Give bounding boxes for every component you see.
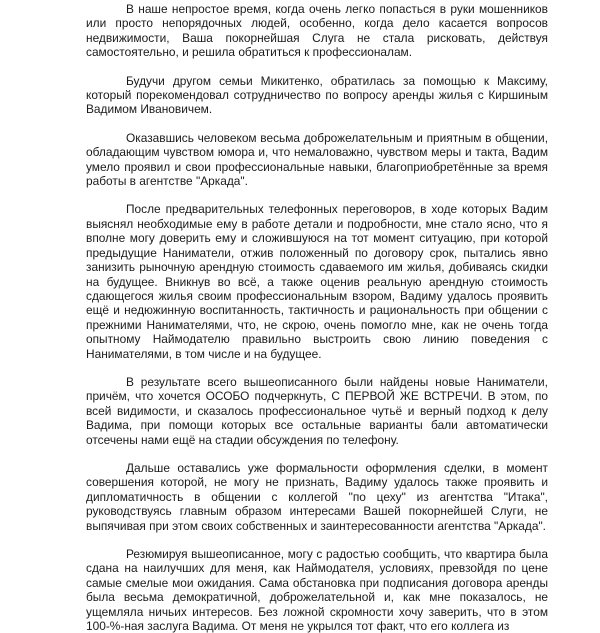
paragraph-1: В наше непростое время, когда очень легко попасться в руки мошенников или просто непорядочных людей, особенно, когда дело касается вопросов недвижимости, Ваша покорнейшая Слуга не стала рисковать, действуя самостоятельно, и решила обратиться к профессионалам. bbox=[86, 2, 548, 60]
paragraph-2: Будучи другом семьи Микитенко, обратилась за помощью к Максиму, который порекомендовал сотрудничество по вопросу аренды жилья с Киршиным Вадимом Ивановичем. bbox=[86, 73, 548, 117]
paragraph-5: В результате всего вышеописанного были найдены новые Наниматели, причём, что хочется ОСОБО подчеркнуть, С ПЕРВОЙ ЖЕ ВСТРЕЧИ. В этом, по всей видимости, и сказалось профессиональное чутьё и верный подход к делу Вадима, при помощи которых все остальные варианты бали автоматически отсечены нами ещё на стадии обсуждения по телефону. bbox=[86, 374, 548, 447]
paragraph-3: Оказавшись человеком весьма доброжелательным и приятным в общении, обладающим чувством юмора и, что немаловажно, чувством меры и такта, Вадим умело проявил и свои профессиональные навыки, благоприобретённые за время работы в агентстве "Аркада". bbox=[86, 130, 548, 189]
paragraph-7: Резюмируя вышеописанное, могу с радостью сообщить, что квартира была сдана на наилучших для меня, как Наймодателя, условиях, превзойдя по цене самые смелые мои ожидания. Сама обстановка при подписания договора аренды была весьма демократичной, доброжелательной и, как мне показалось, не ущемляла ничьих интересов. Без ложной скромности хочу заверить, что в этом 100-%-ная заслуга Вадима. От меня не укрылся тот факт, что его коллега из bbox=[86, 547, 548, 633]
paragraph-6: Дальше оставались уже формальности оформления сделки, в момент совершения которой, не могу не признать, Вадиму удалось также проявить и дипломатичность в общении с коллегой "по цеху" из агентства "Итака", руководствуясь главным образом интересами Вашей покорнейшей Слуги, не выпячивая при этом своих собственных и заинтересованности агентства "Аркада". bbox=[86, 460, 548, 533]
paragraph-4: После предварительных телефонных переговоров, в ходе которых Вадим выяснял необходимые ему в работе детали и подробности, мне стало ясно, что я вполне могу доверить ему и сложившуюся на тот момент ситуацию, при которой предыдущие Наниматели, отжив положенный по договору срок, пытались явно занизить рыночную арендную стоимость сдаваемого им жилья, добиваясь скидки на будущее. Вникнув во всё, а также оценив реальную арендную стоимость сдающегося жилья своим профессиональным взором, Вадиму удалось проявить ещё и недюжинную воспитанность, тактичность и рациональность при общении с прежними Нанимателями, что, не скрою, очень помогло мне, как не очень тогда опытному Наймодателю правильно выстроить свою линию поведения с Нанимателями, в том числе и на будущее. bbox=[86, 202, 548, 361]
